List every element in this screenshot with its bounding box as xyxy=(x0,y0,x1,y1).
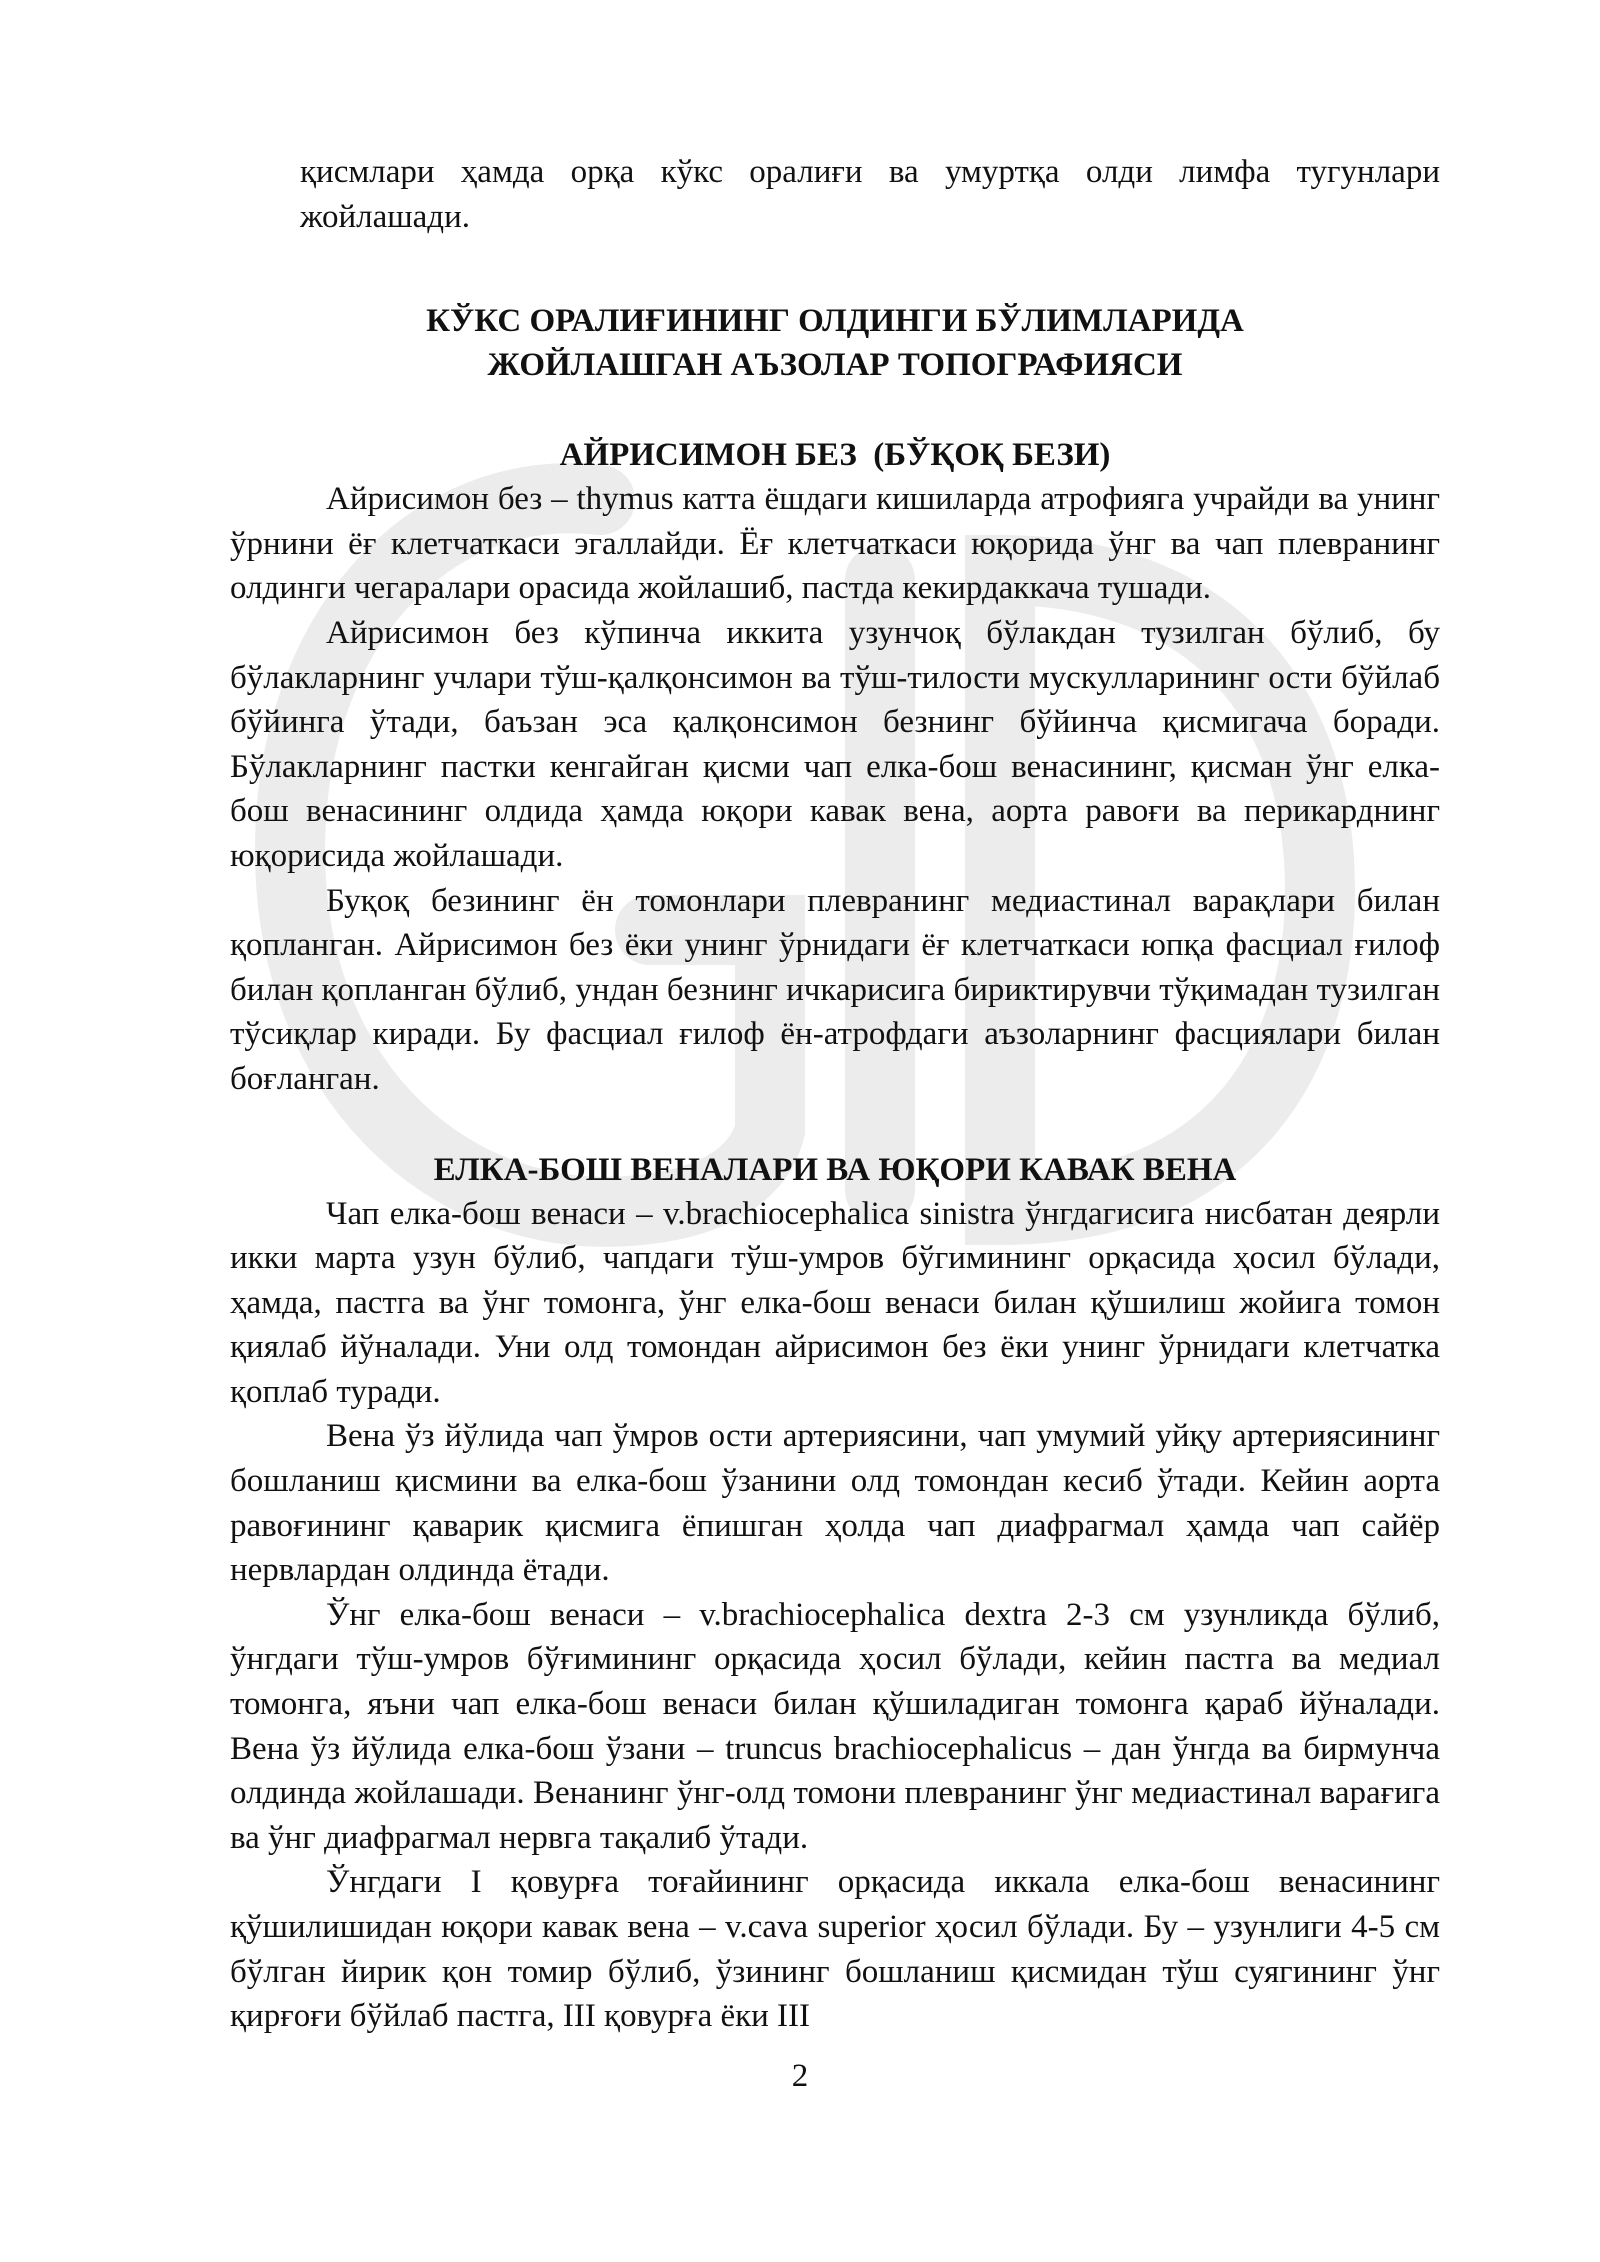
veins-paragraph-2: Вена ўз йўлида чап ўмров ости артериясини, чап умумий уйқу артериясининг бошланиш қисмини ва елка-бош ўзанини олд томондан кесиб ўтади. Кейин аорта равоғининг қаварик қисмига ёпишган ҳолда чап диафрагмал ҳамда чап сайёр нервлардан олдинда ётади. xyxy=(230,1418,1440,1589)
section-heading-line-2: ЖОЙЛАШГАН АЪЗОЛАР ТОПОГРАФИЯСИ xyxy=(487,347,1183,384)
page-number: 2 xyxy=(791,2058,809,2094)
veins-paragraph-3: Ўнг елка-бош венаси – v.brachiocephalica dextra 2-3 см узунликда бўлиб, ўнгдаги тўш-умров бўғимининг орқасида ҳосил бўлади, кейин пастга ва медиал томонга, яъни чап елка-бош венаси билан қўшиладиган томонга қараб йўналади. Вена ўз йўлида елка-бош ўзани – truncus brachiocephalicus – дан ўнгда ва бирмунча олдинда жойлашади. Венанинг ўнг-олд томони плевранинг ўнг медиастинал варағига ва ўнг диафрагмал нервга тақалиб ўтади. xyxy=(230,1596,1440,1856)
thymus-paragraph-2: Айрисимон без кўпинча иккита узунчоқ бўлакдан тузилган бўлиб, бу бўлакларнинг учлари тўш-қалқонсимон ва тўш-тилости мускулларининг ости бўйлаб бўйинга ўтади, баъзан эса қалқонсимон безнинг бўйинча қисмигача боради. Бўлакларнинг пастки кенгайган қисми чап елка-бош венасининг, қисман ўнг елка-бош венасининг олдида ҳамда юқори кавак вена, аорта равоғи ва перикарднинг юқорисида жойлашади. xyxy=(230,614,1440,874)
veins-paragraph-1: Чап елка-бош венаси – v.brachiocephalica sinistra ўнгдагисига нисбатан деярли икки марта узун бўлиб, чапдаги тўш-умров бўгимининг орқасида ҳосил бўлади, ҳамда, пастга ва ўнг томонга, ўнг елка-бош венаси билан қўшилиш жойига томон қиялаб йўналади. Уни олд томондан айрисимон без ёки унинг ўрнидаги клетчатка қоплаб туради. xyxy=(230,1195,1440,1410)
thymus-paragraph-3: Буқоқ безининг ён томонлари плевранинг медиастинал варақлари билан қопланган. Айрисимон без ёки унинг ўрнидаги ёғ клетчаткаси юпқа фасциал ғилоф билан қопланган бўлиб, ундан безнинг ичкарисига бириктирувчи тўқимадан тузилган тўсиқлар киради. Бу фасциал ғилоф ён-атрофдаги аъзоларнинг фасциялари билан боғланган. xyxy=(230,882,1440,1097)
thymus-paragraph-1: Айрисимон без – thymus катта ёшдаги кишиларда атрофияга учрайди ва унинг ўрнини ёғ клетчаткаси эгаллайди. Ёғ клетчаткаси юқорида ўнг ва чап плевранинг олдинги чегаралари орасида жойлашиб, пастда кекирдаккача тушади. xyxy=(230,481,1440,607)
veins-paragraph-4: Ўнгдаги I қовурға тоғайининг орқасида иккала елка-бош венасининг қўшилишидан юқори кавак вена – v.cava superior ҳосил бўлади. Бу – узунлиги 4-5 см бўлган йирик қон томир бўлиб, ўзининг бошланиш қисмидан тўш суягининг ўнг қирғоғи бўйлаб пастга, III қовурға ёки III xyxy=(230,1864,1440,2035)
page-content xyxy=(230,150,1440,2039)
thymus-heading: АЙРИСИМОН БЕЗ (БЎҚОҚ БЕЗИ) xyxy=(559,437,1111,474)
section-heading-line-1: КЎКС ОРАЛИҒИНИНГ ОЛДИНГИ БЎЛИМЛАРИДА xyxy=(426,303,1244,340)
veins-heading: ЕЛКА-БОШ ВЕНАЛАРИ ВА ЮҚОРИ КАВАК ВЕНА xyxy=(433,1151,1237,1188)
intro-paragraph: қисмлари ҳамда орқа кўкс оралиғи ва умуртқа олди лимфа тугунлари жойлашади. xyxy=(300,154,1440,235)
